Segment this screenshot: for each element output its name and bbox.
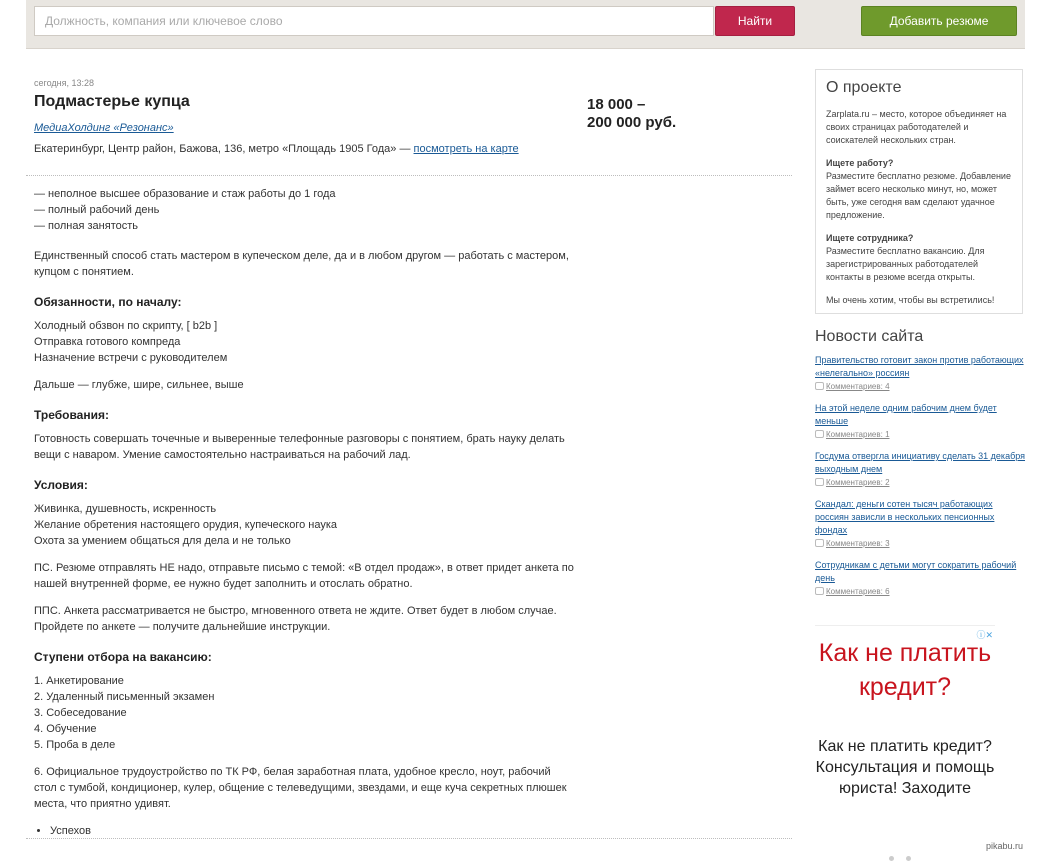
address-text: Екатеринбург, Центр район, Бажова, 136, метро «Площадь 1905 Года» —: [34, 143, 411, 155]
news-item: [815, 354, 1025, 391]
comments-count: [815, 539, 1025, 548]
comments-count: [815, 382, 1025, 391]
short-req-1: — неполное высшее образование и стаж работы до 1 года: [34, 188, 336, 200]
final-text: 6. Официальное трудоустройство по ТК РФ, белая заработная плата, удобное кресло, ноут, рабочий стол с тумбой, кондиционер, кулер, общение с телеведущими, звездами, и еще куча секретных плюшек места, что приятно удивят.: [34, 766, 567, 810]
short-requirements: [34, 186, 574, 234]
conditions-heading: Условия:: [34, 478, 88, 492]
comment-icon: [815, 478, 824, 486]
salary: [587, 96, 676, 132]
news-link[interactable]: На этой неделе одним рабочим днем будет меньше: [815, 403, 997, 426]
comments-link[interactable]: Комментариев: 3: [826, 539, 890, 548]
about-q2: Ищете сотрудника?: [826, 233, 914, 243]
requirements-heading: Требования:: [34, 408, 109, 422]
duty-3: Назначение встречи с руководителем: [34, 352, 228, 364]
posted-time: сегодня, 13:28: [34, 78, 95, 88]
search-bar: [26, 0, 1025, 49]
news-title: Новости сайта: [815, 328, 924, 345]
duties-heading: Обязанности, по началу:: [34, 295, 182, 309]
map-link[interactable]: посмотреть на карте: [413, 143, 519, 155]
divider-top: [26, 175, 792, 176]
about-job-seekers: [826, 157, 1012, 222]
news-item: [815, 450, 1025, 487]
about-q1: Ищете работу?: [826, 158, 894, 168]
bullet-item: • Успехов: [50, 823, 574, 839]
news-item: [815, 402, 1025, 439]
steps-heading: Ступени отбора на вакансию:: [34, 650, 212, 664]
condition-3: Охота за умением общаться для дела и не только: [34, 535, 291, 547]
search-input[interactable]: [34, 6, 714, 36]
duty-2: Отправка готового компреда: [34, 336, 181, 348]
address: [34, 143, 794, 155]
ad-text[interactable]: Как не платить кредит? Консультация и помощь юриста! Заходите: [815, 738, 995, 797]
step-1: 1. Анкетирование: [34, 675, 124, 687]
step-2: 2. Удаленный письменный экзамен: [34, 691, 215, 703]
bullet-list: [34, 823, 574, 839]
news-link[interactable]: Правительство готовит закон против работающих «нелегально» россиян: [815, 355, 1024, 378]
comments-count: [815, 587, 1025, 596]
condition-2: Желание обретения настоящего орудия, купеческого наука: [34, 519, 338, 531]
duties-list: [34, 318, 574, 366]
add-resume-button[interactable]: Добавить резюме: [861, 6, 1017, 36]
comment-icon: [815, 430, 824, 438]
site-news: [815, 328, 1025, 607]
find-button[interactable]: Найти: [715, 6, 795, 36]
comments-link[interactable]: Комментариев: 6: [826, 587, 890, 596]
comments-count: [815, 478, 1025, 487]
about-title: О проекте: [826, 79, 902, 96]
short-req-2: — полный рабочий день: [34, 204, 160, 216]
company-link[interactable]: МедиаХолдинг «Резонанс»: [34, 122, 174, 134]
pps-text: ППС. Анкета рассматривается не быстро, мгновенного ответа не ждите. Ответ будет в любом случае. Пройдете по анкете — получите дальнейшие инструкции.: [34, 605, 557, 633]
short-req-3: — полная занятость: [34, 220, 139, 232]
vacancy-header: [34, 78, 794, 155]
further-text: Дальше — глубже, шире, сильнее, выше: [34, 379, 244, 391]
intro-text: Единственный способ стать мастером в купеческом деле, да и в любом другом — работать с мастером, купцом с понятием.: [34, 250, 569, 278]
step-4: 4. Обучение: [34, 723, 97, 735]
watermark: pikabu.ru: [986, 841, 1024, 851]
news-link[interactable]: Скандал: деньги сотен тысяч работающих россиян зависли в нескольких пенсионных фондах: [815, 499, 995, 535]
vacancy-title: Подмастерье купца: [34, 93, 190, 110]
comments-link[interactable]: Комментариев: 4: [826, 382, 890, 391]
ad-pagination[interactable]: [889, 848, 923, 866]
about-intro: Zarplata.ru – место, которое объединяет на своих страницах работодателей и соискателей нескольких стран.: [826, 109, 1007, 145]
requirements-text: Готовность совершать точечные и выверенные телефонные разговоры с понятием, брать науку делать вещи с наваром. Умение самостоятельно настраиваться на рабочий лад.: [34, 433, 565, 461]
ad-dot[interactable]: [906, 856, 911, 861]
about-a2: Разместите бесплатно вакансию. Для зарегистрированных работодателей контакты в резюме всегда открыты.: [826, 246, 985, 282]
divider-bottom: [26, 838, 792, 839]
duty-1: Холодный обзвон по скрипту, [ b2b ]: [34, 320, 218, 332]
condition-1: Живинка, душевность, искренность: [34, 503, 217, 515]
ps-text: ПС. Резюме отправлять НЕ надо, отправьте письмо с темой: «В отдел продаж», в ответ придет анкета по нашей внутренней форме, ее нужно будет заполнить и отослать обратно.: [34, 562, 574, 590]
about-end: Мы очень хотим, чтобы вы встретились!: [826, 295, 995, 305]
comment-icon: [815, 587, 824, 595]
ad-dot[interactable]: [889, 856, 894, 861]
ad-headline[interactable]: Как не платить кредит?: [818, 639, 992, 701]
salary-line1: 18 000 –: [587, 96, 646, 113]
step-3: 3. Собеседование: [34, 707, 127, 719]
salary-line2: 200 000 руб.: [587, 114, 677, 131]
advertisement[interactable]: [815, 625, 995, 854]
adchoices-icon[interactable]: ⓘ✕: [976, 630, 993, 640]
comment-icon: [815, 539, 824, 547]
conditions-list: [34, 501, 574, 549]
comments-link[interactable]: Комментариев: 1: [826, 430, 890, 439]
comment-icon: [815, 382, 824, 390]
comments-count: [815, 430, 1025, 439]
about-a1: Разместите бесплатно резюме. Добавление займет всего несколько минут, но, может быть, уже сегодня вам сделают удачное предложение.: [826, 171, 1011, 220]
steps-list: [34, 673, 574, 753]
step-5: 5. Проба в деле: [34, 739, 116, 751]
news-item: [815, 498, 1025, 548]
news-link[interactable]: Госдума отвергла инициативу сделать 31 декабря выходным днем: [815, 451, 1026, 474]
vacancy-description: [34, 186, 574, 839]
news-link[interactable]: Сотрудникам с детьми могут сократить рабочий день: [815, 560, 1017, 583]
comments-link[interactable]: Комментариев: 2: [826, 478, 890, 487]
news-item: [815, 559, 1025, 596]
about-project-box: [815, 69, 1023, 314]
about-employers: [826, 232, 1012, 284]
